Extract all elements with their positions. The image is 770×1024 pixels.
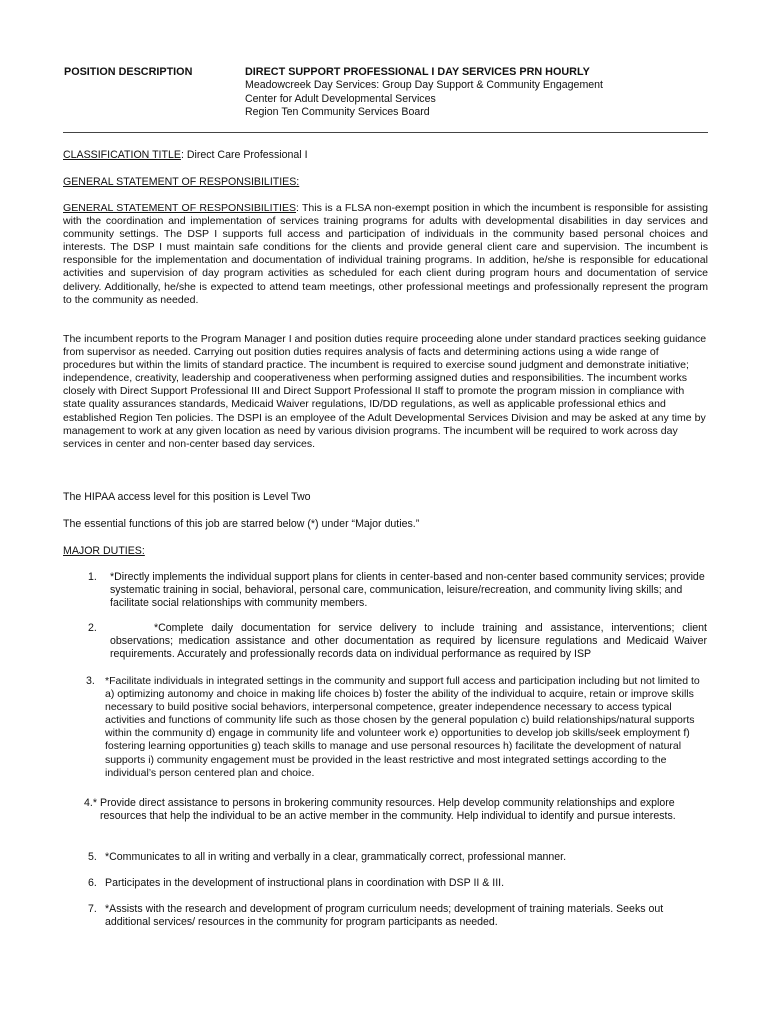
duty-number: 4.* <box>84 797 97 809</box>
essential-functions-statement: The essential functions of this job are starred below (*) under “Major duties.” <box>63 518 420 530</box>
major-duties-heading: MAJOR DUTIES: <box>63 545 145 557</box>
duty-number: 3. <box>86 675 95 687</box>
general-statement-paragraph <box>63 202 708 307</box>
header-block <box>245 66 603 119</box>
classification-value: : Direct Care Professional I <box>180 149 308 161</box>
reports-paragraph: The incumbent reports to the Program Manager I and position duties require proceeding alone under standard practices seeking guidance from supervisor as needed. Carrying out position duties requires analysis of facts and determining actions using a wide range of procedures but within the limits of standard practice. The incumbent is required to exercise sound judgment and demonstrate initiative; independence, creativity, leadership and cooperativeness when performing assigned duties and responsibilities. The incumbent works closely with Direct Support Professional III and Direct Support Professional II staff to promote the program mission in compliance with state quality assurances standards, Medicaid Waiver regulations, ID/DD regulations, as well as applicable professional ethics and established Region Ten policies. The DSPI is an employee of the Adult Developmental Services Division and may be asked at any time by management to work at any given location as need by various division programs. The incumbent will be required to work across day services in center and non-center based day services. <box>63 333 707 450</box>
header-line-program: Meadowcreek Day Services: Group Day Support & Community Engagement <box>245 79 603 92</box>
duty-number: 5. <box>88 851 97 863</box>
hipaa-statement: The HIPAA access level for this position is Level Two <box>63 491 311 503</box>
duty-text: Provide direct assistance to persons in brokering community resources. Help develop community relationships and explore resources that help the individual to be an active member in the community. Help individual to identify and pursue interests. <box>100 797 676 823</box>
duty-text: *Complete daily documentation for service delivery to include training and assistance, interventions; client observations; medication assistance and other documentation as required by licensure regulations and Medicaid Waiver requirements. Accurately and professionally records data on individual performance as required by ISP <box>110 622 707 661</box>
duty-text: *Communicates to all in writing and verbally in a clear, grammatically correct, professional manner. <box>105 851 567 863</box>
duty-text: *Directly implements the individual support plans for clients in center-based and non-center based community services; provide systematic training in social, behavioral, personal care, communication, leisure/recreation, and community living skills; and facilitate social relationships with community members. <box>110 571 705 610</box>
duty-text: *Assists with the research and development of program curriculum needs; development of training materials. Seeks out additional services/ resources in the community for program participants as needed. <box>105 903 664 929</box>
classification-label: CLASSIFICATION TITLE <box>63 149 181 161</box>
duty-number: 2. <box>88 622 97 634</box>
general-statement-heading: GENERAL STATEMENT OF RESPONSIBILITIES: <box>63 176 300 188</box>
position-description-label: POSITION DESCRIPTION <box>64 66 193 78</box>
duty-number: 7. <box>88 903 97 915</box>
duty-number: 1. <box>88 571 97 583</box>
job-title: DIRECT SUPPORT PROFESSIONAL I DAY SERVICES PRN HOURLY <box>245 66 590 78</box>
header-line-center: Center for Adult Developmental Services <box>245 92 436 105</box>
header-divider <box>63 132 708 133</box>
duty-text: Participates in the development of instructional plans in coordination with DSP II & III. <box>105 877 505 889</box>
general-statement-text: : This is a FLSA non-exempt position in which the incumbent is responsible for assisting with the coordination and implementation of services training programs for adults with developmental disabilities in day services and community settings. The DSP I supports full access and participation of individuals in the community based personal choices and interests. The DSP I must maintain safe conditions for the clients and provide general client care and supervision. The incumbent is responsible for the implementation and documentation of individual training programs. In addition, he/she is responsible for educational activities and supervision of day program activities as scheduled for each client during program hours and documentation of service delivery. Additionally, he/she is expected to attend team meetings, other professional meetings and professionally represent the program to the community as needed. <box>63 202 708 306</box>
general-statement-label: GENERAL STATEMENT OF RESPONSIBILITIES <box>63 202 297 214</box>
duty-text: *Facilitate individuals in integrated settings in the community and support full access and participation including but not limited to a) optimizing autonomy and choice in making life choices b) foster the ability of the individual to acquire, retain or improve skills necessary to build positive social behaviors, interpersonal competence, greater independence necessary to access typical activities and functions of community life such as those chosen by the general population c) build relationships/natural supports within the community d) engage in community life and volunteer work e) opportunities to develop job skills/seek employment f) fostering learning opportunities g) teach skills to manage and use personal resources h) facilitate the development of natural supports i) community engagement must be provided in the least restrictive and most integrated settings according to the individual’s person centered plan and choice. <box>105 675 700 779</box>
header-line-board: Region Ten Community Services Board <box>245 105 430 118</box>
classification-title <box>63 149 708 162</box>
duty-number: 6. <box>88 877 97 889</box>
